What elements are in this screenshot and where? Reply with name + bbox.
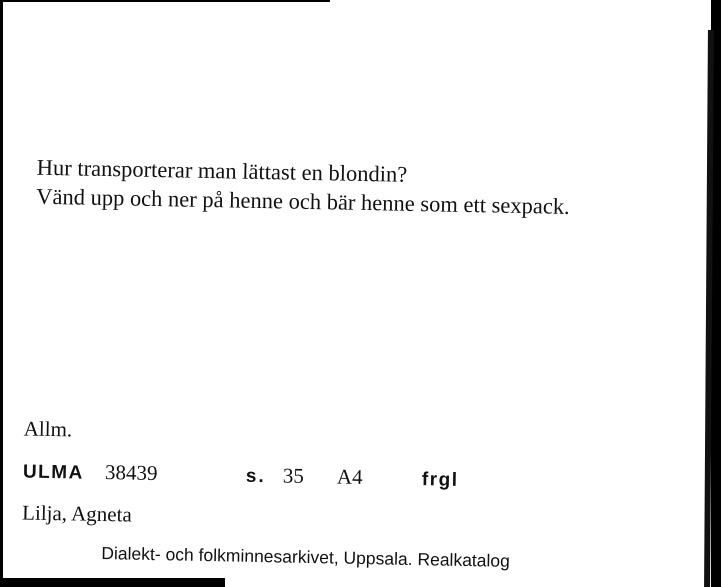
reference-row — [23, 458, 543, 498]
page-label: s. — [245, 465, 266, 488]
joke-answer: Vänd upp och ner på henne och bär henne som ett sexpack. — [35, 183, 570, 219]
archive-number: 38439 — [104, 460, 158, 486]
archive-footer: Dialekt- och folkminnesarkivet, Uppsala. Realkatalog — [101, 543, 511, 571]
paper-size: A4 — [336, 464, 363, 490]
page-number: 35 — [282, 463, 305, 488]
joke-question: Hur transporterar man lättast en blondin? — [36, 154, 408, 187]
archive-code: ULMA — [22, 461, 85, 484]
record-type: frgl — [421, 469, 459, 491]
category-label: Allm. — [23, 416, 73, 442]
informant-name: Lilja, Agneta — [21, 500, 133, 527]
joke-text — [36, 153, 571, 221]
